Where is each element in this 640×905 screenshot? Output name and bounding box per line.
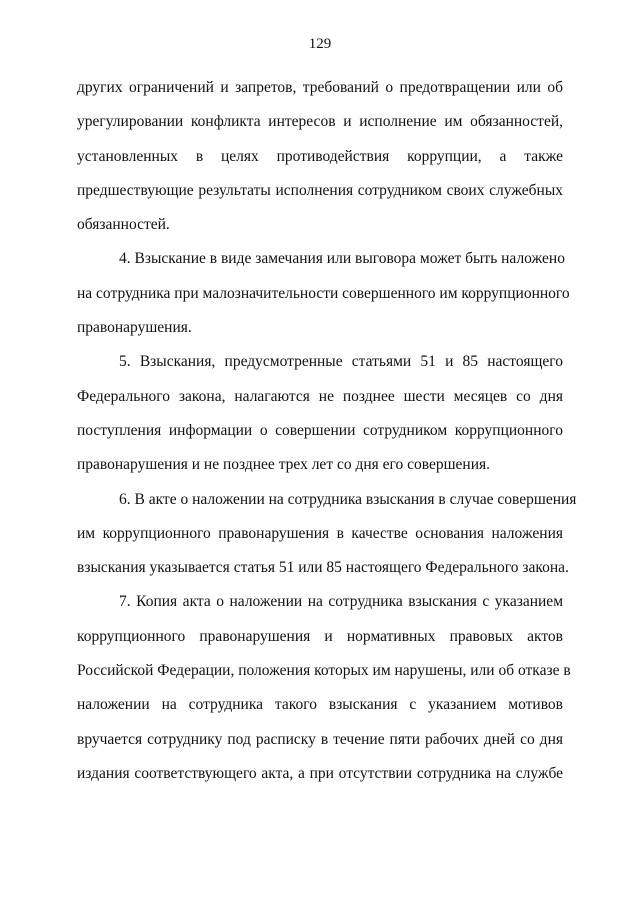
- text-line: других ограничений и запретов, требований о предотвращении или об: [77, 79, 563, 96]
- paragraph-6-start: 6. В акте о наложении на сотрудника взыскания в случае совершения: [119, 490, 577, 508]
- text-line: поступления информации о совершении сотрудником коррупционного: [77, 421, 563, 439]
- paragraph-5-start: 5. Взыскания, предусмотренные статьями 51 и 85 настоящего: [119, 353, 563, 371]
- text-line: вручается сотруднику под расписку в течение пяти рабочих дней со дня: [77, 730, 563, 748]
- text-line: предшествующие результаты исполнения сотрудником своих служебных: [77, 181, 563, 199]
- text-line: взыскания указывается статья 51 или 85 настоящего Федерального закона.: [77, 559, 569, 577]
- text-line: на сотрудника при малозначительности совершенного им коррупционного: [77, 284, 570, 302]
- page-number: 129: [308, 36, 332, 52]
- text-line: обязанностей.: [77, 216, 170, 234]
- text-line: издания соответствующего акта, а при отсутствии сотрудника на службе: [77, 764, 563, 782]
- text-line: Российской Федерации, положения которых им нарушены, или об отказе в: [77, 662, 571, 680]
- paragraph-4-start: 4. Взыскание в виде замечания или выговора может быть наложено: [119, 250, 565, 268]
- text-line: правонарушения и не позднее трех лет со дня его совершения.: [77, 456, 491, 474]
- text-line: урегулировании конфликта интересов и исполнение им обязанностей,: [77, 113, 563, 131]
- text-line: коррупционного правонарушения и нормативных правовых актов: [77, 627, 563, 645]
- paragraph-7-start: 7. Копия акта о наложении на сотрудника взыскания с указанием: [119, 593, 563, 611]
- text-line: Федерального закона, налагаются не позднее шести месяцев со дня: [77, 387, 563, 405]
- body-text: [77, 71, 577, 791]
- text-line: им коррупционного правонарушения в качестве основания наложения: [77, 524, 563, 542]
- text-line: наложении на сотрудника такого взыскания с указанием мотивов: [77, 696, 563, 714]
- text-line: правонарушения.: [77, 319, 192, 337]
- text-line: установленных в целях противодействия коррупции, а также: [77, 147, 563, 165]
